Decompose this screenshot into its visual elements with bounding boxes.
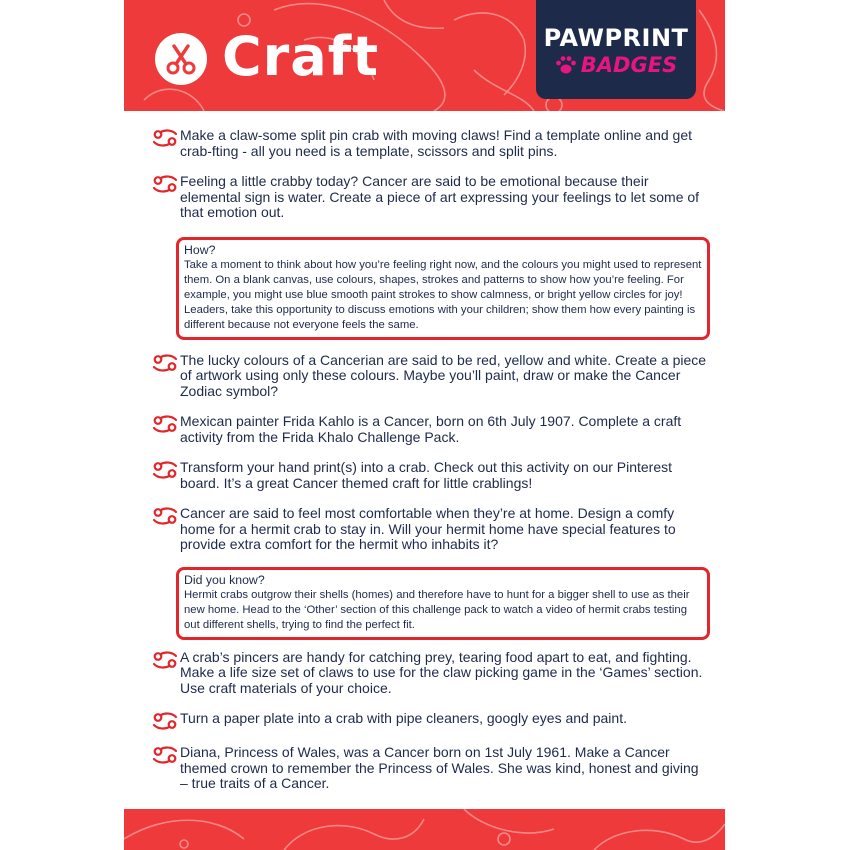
pawprint-badges-logo [536,0,696,99]
logo-bottom-row [536,52,696,78]
logo-bottom-text: BADGES [580,53,678,77]
list-item [150,128,710,159]
list-item-text: Cancer are said to feel most comfortable when they’re at home. Design a comfy home for a hermit crab to stay in. Will your hermit home have special features to provide extra comfort for the hermit who inhabits it? [180,505,676,552]
cancer-zodiac-icon [150,651,180,669]
cancer-zodiac-icon [150,175,180,193]
list-item-text: Make a claw-some split pin crab with moving claws! Find a template online and get crab-fting - all you need is a template, scissors and split pins. [180,127,693,159]
how-box-heading: How? [184,242,216,257]
cancer-zodiac-icon [150,354,180,372]
page-title: Craft [222,25,380,88]
list-item-text: The lucky colours of a Cancerian are said to be red, yellow and white. Create a piece of artwork using only these colours. Maybe you’ll paint, draw or make the Cancer Zodiac symbol? [180,351,707,399]
header-banner [124,0,725,111]
paw-icon [555,55,577,75]
list-item [150,506,710,553]
how-info-box [176,237,710,340]
list-item [150,711,710,730]
did-you-know-heading: Did you know? [184,572,265,587]
footer-banner [124,809,725,850]
list-item [150,460,710,491]
cancer-zodiac-icon [150,746,180,764]
list-item-text: Feeling a little crabby today? Cancer are said to be emotional because their elemental sign is water. Create a piece of art expressing your feelings to let some of that emotion out. [180,173,700,220]
cancer-zodiac-icon [150,507,180,525]
page [124,0,725,850]
list-item [150,174,710,221]
scissors-icon [164,42,198,76]
list-item [150,745,710,792]
cancer-zodiac-icon [150,712,180,730]
cancer-zodiac-icon [150,129,180,147]
list-item-text: Diana, Princess of Wales, was a Cancer born on 1st July 1961. Make a Cancer themed crown to remember the Princess of Wales. She was kind, honest and giving – true traits of a Cancer. [180,744,699,791]
list-item [150,650,710,697]
scissors-badge [155,33,207,85]
crab-pattern-decoration [124,809,725,850]
did-you-know-body: Hermit crabs outgrow their shells (homes) and therefore have to hunt for a bigger shell to use as their new home. Head to the ‘Other’ section of this challenge pack to watch a video of hermit crabs testing out different shells, trying to find the perfect fit. [184,588,690,631]
how-box-body: Take a moment to think about how you’re feeling right now, and the colours you might used to represent them. On a blank canvas, use colours, shapes, strokes and patterns to show how you’re feeling. For example, you might use blue smooth paint strokes to show calmness, or bright yellow circles for joy! Leaders, take this opportunity to discuss emotions with your children; show them how every painting is different because not everyone feels the same. [184,258,702,331]
list-item [150,414,710,445]
list-item-text: A crab’s pincers are handy for catching prey, tearing food apart to eat, and fighting. Make a life size set of claws to use for the claw picking game in the ‘Games’ section. Use craft materials of your choice. [180,648,703,696]
list-item-text: Mexican painter Frida Kahlo is a Cancer, born on 6th July 1907. Complete a craft activity from the Frida Khalo Challenge Pack. [180,413,682,445]
cancer-zodiac-icon [150,415,180,433]
list-item-text: Turn a paper plate into a crab with pipe cleaners, googly eyes and paint. [180,710,627,726]
cancer-zodiac-icon [150,461,180,479]
list-item-text: Transform your hand print(s) into a crab. Check out this activity on our Pinterest board. It’s a great Cancer themed craft for little crablings! [180,459,673,491]
activity-list [150,128,710,792]
logo-top-text: PAWPRINT [543,24,689,52]
list-item [150,353,710,400]
did-you-know-box [176,567,710,640]
